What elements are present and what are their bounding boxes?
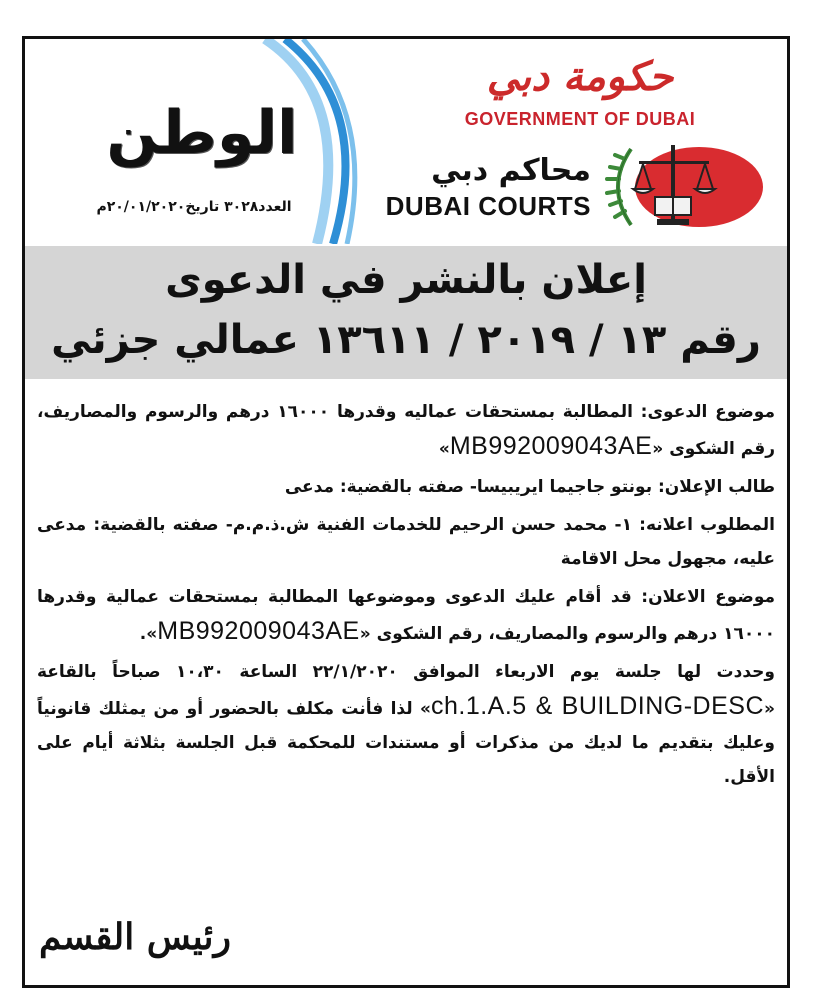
section-head-signature: رئيس القسم (39, 916, 231, 958)
government-logo-english: GOVERNMENT OF DUBAI (464, 109, 696, 129)
case-subject-text: موضوع الدعوى: المطالبة بمستحقات عماليه وقدرها ١٦٠٠٠ درهم والرسوم والمصاريف، رقم الشكوى « (37, 402, 775, 459)
requester-paragraph: طالب الإعلان: بونتو جاجيما ايريبيسا- صفته بالقضية: مدعى (284, 477, 775, 497)
hall-code: ch.1.A.5 & BUILDING-DESC (430, 692, 765, 720)
issue-number-date: العدد٣٠٢٨ تاريخ٢٠/٠١/٢٠٢٠م (96, 199, 292, 215)
al-watan-newspaper-logo: الوطن (106, 98, 298, 168)
case-number: رقم ١٣ / ٢٠١٩ / ١٣٦١١ عمالي جزئي (51, 317, 761, 363)
respondent-paragraph: المطلوب اعلانه: ١- محمد حسن الرحيم للخدمات الفنية ش.ذ.م.م- صفته بالقضية: مدعى عليه، مجهول محل الاقامة (37, 515, 776, 569)
courts-name-arabic: محاكم دبي (431, 153, 591, 188)
notice-title: إعلان بالنشر في الدعوى (165, 257, 647, 303)
notice-subject-text: موضوع الاعلان: قد أقام عليك الدعوى وموضوعها المطالبة بمستحقات عمالية وقدرها ١٦٠٠٠ درهم والرسوم والمصاريف، رقم الشكوى « (37, 587, 775, 644)
session-paragraph (37, 655, 775, 794)
session-text: وحددت لها جلسة يوم الاربعاء الموافق ٢٢/١/٢٠٢٠ الساعة ١٠،٣٠ صباحاً بالقاعة « (37, 662, 775, 719)
notice-subject-paragraph (37, 580, 775, 651)
notice-body (37, 395, 775, 798)
government-of-dubai-logo (455, 49, 705, 141)
notice-subject-close: ». (139, 624, 158, 644)
government-logo-arabic: حكومة دبي (486, 53, 674, 100)
dubai-courts-emblem-icon (591, 135, 767, 235)
notice-frame (22, 36, 790, 988)
dubai-courts-logo-text (371, 151, 591, 221)
complaint-number-repeat: MB992009043AE (157, 617, 360, 645)
case-subject-paragraph (37, 395, 775, 466)
notice-title-banner (25, 246, 787, 379)
courts-name-english: DUBAI COURTS (385, 191, 591, 221)
session-instructions: » لذا فأنت مكلف بالحضور أو من يمثلك قانونياً وعليك بتقديم ما لديك من مذكرات أو مستندات للمحكمة قبل الجلسة بثلاثة أيام على الأقل. (37, 699, 775, 787)
case-subject-close: » (438, 439, 450, 459)
complaint-number: MB992009043AE (449, 432, 653, 460)
